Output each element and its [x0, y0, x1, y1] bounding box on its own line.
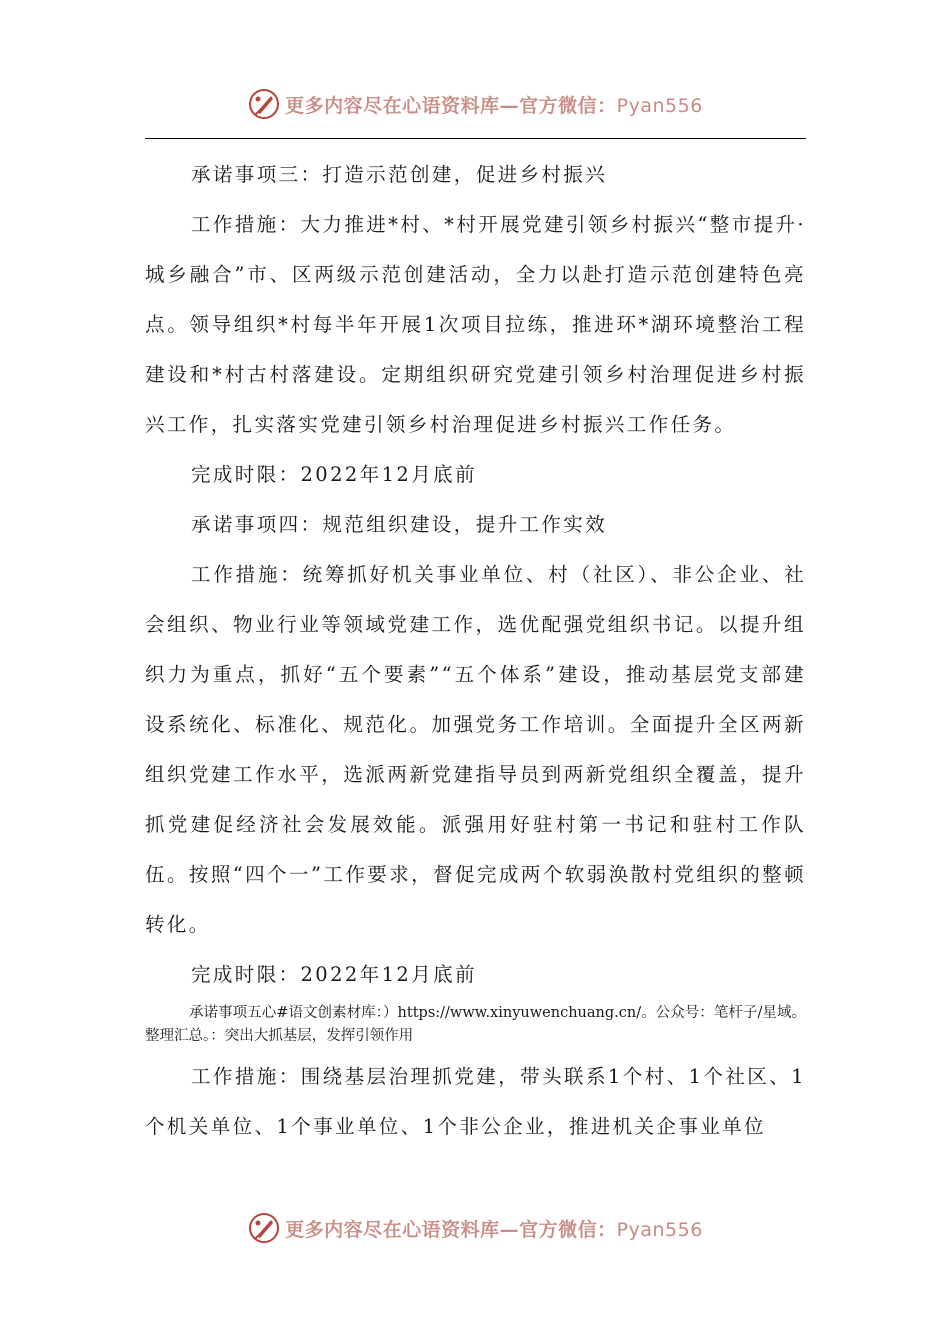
banner-text: 更多内容尽在心语资料库—官方微信：Pyan556 [285, 94, 703, 117]
body-text [145, 150, 806, 1152]
footer-banner [0, 1208, 950, 1248]
quill-logo-icon [247, 87, 281, 121]
header-banner [0, 84, 950, 124]
commitment-3-heading: 承诺事项三：打造示范创建，促进乡村振兴 [191, 163, 608, 186]
commitment-4-deadline: 完成时限：2022年12月底前 [191, 963, 477, 986]
commitment-5-heading: 承诺事项五心#语文创素材库：）https://www.xinyuwenchuang.cn/。公众号：笔杆子/星域。整理汇总。：突出大抓基层，发挥引领作用 [145, 1005, 806, 1044]
commitment-4-measures: 工作措施：统筹抓好机关事业单位、村（社区）、非公企业、社会组织、物业行业等领域党建工作，选优配强党组织书记。以提升组织力为重点，抓好“五个要素”“五个体系”建设，推动基层党支部建设系统化、标准化、规范化。加强党务工作培训。全面提升全区两新组织党建工作水平，选派两新党建指导员到两新党组织全覆盖，提升抓党建促经济社会发展效能。派强用好驻村第一书记和驻村工作队伍。按照“四个一”工作要求，督促完成两个软弱涣散村党组织的整顿转化。 [145, 563, 806, 936]
commitment-3-deadline: 完成时限：2022年12月底前 [191, 463, 477, 486]
header-divider [145, 138, 806, 139]
commitment-5-measures: 工作措施：围绕基层治理抓党建，带头联系1个村、1个社区、1个机关单位、1个事业单位、1个非公企业，推进机关企事业单位 [145, 1065, 806, 1138]
quill-logo-icon [247, 1211, 281, 1245]
commitment-4-heading: 承诺事项四：规范组织建设，提升工作实效 [191, 513, 608, 536]
commitment-3-measures: 工作措施：大力推进*村、*村开展党建引领乡村振兴“整市提升·城乡融合”市、区两级示范创建活动，全力以赴打造示范创建特色亮点。领导组织*村每半年开展1次项目拉练，推进环*湖环境整治工程建设和*村古村落建设。定期组织研究党建引领乡村治理促进乡村振兴工作，扎实落实党建引领乡村治理促进乡村振兴工作任务。 [145, 213, 806, 436]
banner-text: 更多内容尽在心语资料库—官方微信：Pyan556 [285, 1218, 703, 1241]
